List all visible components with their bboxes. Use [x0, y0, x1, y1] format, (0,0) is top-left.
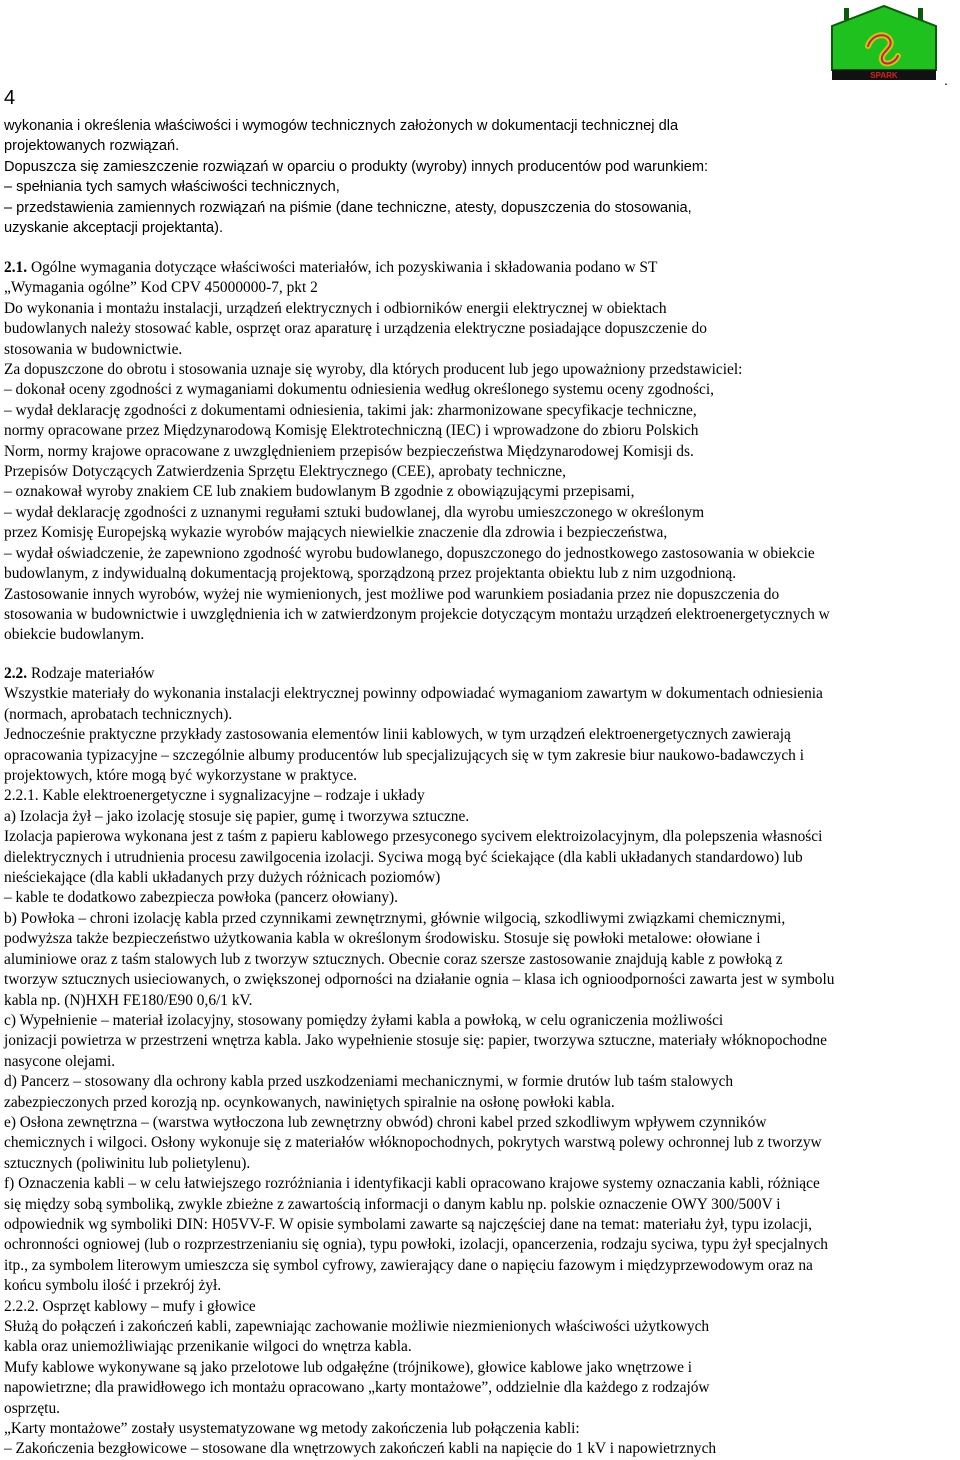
section-number: 2.2. — [4, 665, 28, 682]
text-line: a) Izolacja żył – jako izolację stosuje się papier, gumę i tworzywa sztuczne. — [4, 807, 470, 825]
text-line: e) Osłona zewnętrzna – (warstwa wytłoczona lub zewnętrzny obwód) chroni kabel przed szkodliwym wpływem czynników — [4, 1113, 767, 1131]
text-line: jonizacji powietrza w przestrzeni wnętrza kabla. Jako wypełnienie stosuje się: papier, tworzywa sztuczne, materiały włóknopochodne — [4, 1032, 827, 1050]
text-line: Wszystkie materiały do wykonania instalacji elektrycznej powinny odpowiadać wymaganiom zawartym w dokumentach odniesienia — [4, 685, 823, 703]
text-line: ochronności ogniowej (lub o rozprzestrzenianiu się ognia), typu powłoki, izolacji, opancerzenia, rodzaju syciwa, typu żył specjalnych — [4, 1236, 828, 1254]
text-line: nieściekające (dla kabli układanych przy dużych różnicach poziomów) — [4, 869, 441, 887]
text-line: Służą do połączeń i zakończeń kabli, zapewniając zachowanie możliwie niezmienionych właściwości użytkowych — [4, 1318, 710, 1335]
text-line: (normach, aprobatach technicznych). — [4, 705, 233, 723]
text-line: aluminiowe oraz z taśm stalowych lub z tworzyw sztucznych. Obecnie coraz szersze zastosowanie znajdują kable z powłoką z — [4, 950, 783, 968]
text-line: przez Komisję Europejską wykazie wyrobów mających niewielkie znaczenie dla zdrowia i bezpieczeństwa, — [4, 524, 668, 542]
text-line: się między sobą symboliką, zwykle zbieżne z zawartością informacji o danym kablu np. polskie oznaczenie OWY 300/500V i — [4, 1195, 781, 1213]
text-line: Norm, normy krajowe opracowane z uwzględnieniem przepisów bezpieczeństwa Międzynarodowej Komisji ds. — [4, 442, 694, 460]
logo-text: SPARK — [870, 71, 898, 80]
text-line: Jednocześnie praktyczne przykłady zastosowania elementów linii kablowych, w tym urządzeń elektroenergetycznych zawierają — [4, 726, 791, 744]
text-line: stosowania w budownictwie i uwzględnienia ich w zatwierdzonym projekcie dotyczącym montażu urządzeń elektroenergetycznych w — [4, 605, 830, 623]
text-line: „Wymagania ogólne” Kod CPV 45000000-7, pkt 2 — [4, 279, 318, 297]
text-line: obiekcie budowlanym. — [4, 626, 145, 644]
subsection-heading: 2.2.2. Osprzęt kablowy – mufy i głowice — [4, 1297, 256, 1315]
text-line: kabla np. (N)HXH FE180/E90 0,6/1 kV. — [4, 991, 253, 1009]
text-line: – spełniania tych samych właściwości technicznych, — [4, 179, 340, 196]
text-line: dielektrycznych i utrudnienia procesu zawilgocenia izolacji. Syciwa mogą być ściekające (dla kabli układanych standardowo) lub — [4, 848, 803, 866]
text-line: – oznakował wyroby znakiem CE lub znakiem budowlanym B zgodnie z obowiązującymi przepisami, — [4, 483, 635, 501]
text-line: Izolacja papierowa wykonana jest z taśm z papieru kablowego przesyconego sycivem elektroizolacyjnym, dla polepszenia własności — [4, 828, 823, 846]
text-line: wykonania i określenia właściwości i wymogów technicznych założonych w dokumentacji technicznej dla — [4, 118, 679, 134]
text-line: opracowania typizacyjne – szczególnie albumy producentów lub specjalizujących się w tym zakresie biur naukowo-badawczych i — [4, 746, 805, 764]
text-line: – wydał deklarację zgodności z uznanymi regułami sztuki budowlanej, dla wyrobu umieszczonego w określonym — [4, 503, 705, 521]
text-line: Zastosowanie innych wyrobów, wyżej nie wymienionych, jest możliwe pod warunkiem posiadania przez nie dopuszczenia do — [4, 585, 780, 603]
text-line: budowlanym, z indywidualną dokumentacją projektową, sporządzoną przez projektanta obiektu lub z nim uzgodnioną. — [4, 565, 737, 583]
intro-paragraph — [4, 116, 954, 238]
text-line: chemicznych i wilgoci. Osłony wykonuje się z materiałów włóknopochodnych, pokrytych warstwą polewy ochronnej lub z tworzyw — [4, 1134, 822, 1152]
text-line: b) Powłoka – chroni izolację kabla przed czynnikami zewnętrznymi, głównie wilgocią, szkodliwymi związkami chemicznymi, — [4, 909, 786, 927]
section-2-2 — [4, 664, 954, 1460]
text-line: – Zakończenia bezgłowicowe – stosowane dla wnętrzowych zakończeń kabli na napięcie do 1 kV i napowietrznych — [4, 1440, 717, 1458]
logo-graphic — [828, 4, 940, 80]
text-line: projektowych, które mogą być wykorzystane w praktyce. — [4, 767, 358, 785]
section-number: 2.1. — [4, 259, 28, 276]
text-line: końcu symbolu ilość i przekrój żył. — [4, 1277, 222, 1295]
text-line: Mufy kablowe wykonywane są jako przelotowe lub odgałęźne (trójnikowe), głowice kablowe jako wnętrzowe i — [4, 1358, 693, 1376]
text-line: – przedstawienia zamiennych rozwiązań na piśmie (dane techniczne, atesty, dopuszczenia do stosowania, — [4, 199, 692, 216]
section-2-1 — [4, 258, 954, 646]
text-line: odpowiednik wg symboliki DIN: H05VV-F. W opisie symbolami zawarte są najczęściej dane na temat: materiału żył, typu izolacji, — [4, 1215, 813, 1233]
text-line: kabla oraz uniemożliwiając przenikanie wilgoci do wnętrza kabla. — [4, 1338, 412, 1356]
text-line: podwyższa także bezpieczeństwo użytkowania kabla w określonym środowisku. Stosuje się powłoki metalowe: ołowiane i — [4, 930, 761, 948]
text-line: – dokonał oceny zgodności z wymaganiami dokumentu odniesienia według określonego systemu oceny zgodności, — [4, 381, 714, 399]
text-line: f) Oznaczenia kabli – w celu łatwiejszego rozróżniania i identyfikacji kabli opracowano krajowe systemy oznaczania kabli, różniące — [4, 1175, 820, 1193]
text-line: Ogólne wymagania dotyczące właściwości materiałów, ich pozyskiwania i składowania podano w ST — [30, 259, 658, 276]
section-title: Rodzaje materiałów — [30, 665, 155, 682]
company-logo — [828, 4, 940, 80]
text-line: napowietrzne; dla prawidłowego ich montażu opracowano „karty montażowe”, oddzielnie dla każdego z rodzajów — [4, 1379, 710, 1397]
page-number: 4 — [4, 87, 16, 109]
text-line: zabezpieczonych przed korozją np. ocynkowanych, nawiniętych spiralnie na osłonę powłoki kabla. — [4, 1093, 615, 1111]
text-line: Do wykonania i montażu instalacji, urządzeń elektrycznych i odbiorników energii elektrycznej w obiektach — [4, 299, 667, 317]
text-line: Przepisów Dotyczących Zatwierdzenia Sprzętu Elektrycznego (CEE), aprobaty techniczne, — [4, 463, 566, 481]
text-line: osprzętu. — [4, 1399, 60, 1417]
text-line: c) Wypełnienie – materiał izolacyjny, stosowany pomiędzy żyłami kabla a powłoką, w celu ograniczenia możliwości — [4, 1011, 724, 1029]
text-line: – wydał deklarację zgodności z dokumentami odniesienia, takimi jak: zharmonizowane specyfikacje techniczne, — [4, 401, 697, 419]
text-line: itp., za symbolem literowym umieszcza się symbol cyfrowy, zawierający dane o napięciu fazowym i międzyprzewodowym oraz na — [4, 1256, 813, 1274]
text-line: tworzyw sztucznych usieciowanych, o zwiększonej odporności na działanie ognia – klasa ich ognioodporności zawarta jest w symbolu — [4, 971, 835, 989]
text-line: nasycone olejami. — [4, 1052, 116, 1070]
text-line: normy opracowane przez Międzynarodową Komisję Elektrotechniczną (IEC) i wprowadzone do zbioru Polskich — [4, 422, 699, 440]
trailing-mark: . — [944, 72, 948, 88]
text-line: sztucznych (poliwinitu lub polietylenu). — [4, 1154, 251, 1172]
text-line: – kable te dodatkowo zabezpiecza powłoka (pancerz ołowiany). — [4, 889, 398, 907]
subsection-heading: 2.2.1. Kable elektroenergetyczne i sygnalizacyjne – rodzaje i układy — [4, 787, 425, 805]
text-line: projektowanych rozwiązań. — [4, 138, 180, 155]
text-line: budowlanych należy stosować kable, osprzęt oraz aparaturę i urządzenia elektryczne posiadające dopuszczenie do — [4, 320, 707, 338]
text-line: – wydał oświadczenie, że zapewniono zgodność wyrobu budowlanego, dopuszczonego do jednostkowego zastosowania w obiekcie — [4, 544, 815, 562]
text-line: stosowania w budownictwie. — [4, 340, 183, 358]
text-line: Za dopuszczone do obrotu i stosowania uznaje się wyroby, dla których producent lub jego upoważniony przedstawiciel: — [4, 361, 743, 379]
text-line: uzyskanie akceptacji projektanta). — [4, 220, 224, 237]
text-line: d) Pancerz – stosowany dla ochrony kabla przed uszkodzeniami mechanicznymi, w formie drutów lub taśm stalowych — [4, 1073, 734, 1091]
text-line: Dopuszcza się zamieszczenie rozwiązań w oparciu o produkty (wyroby) innych producentów pod warunkiem: — [4, 158, 709, 175]
text-line: „Karty montażowe” zostały usystematyzowane wg metody zakończenia lub połączenia kabli: — [4, 1420, 580, 1438]
